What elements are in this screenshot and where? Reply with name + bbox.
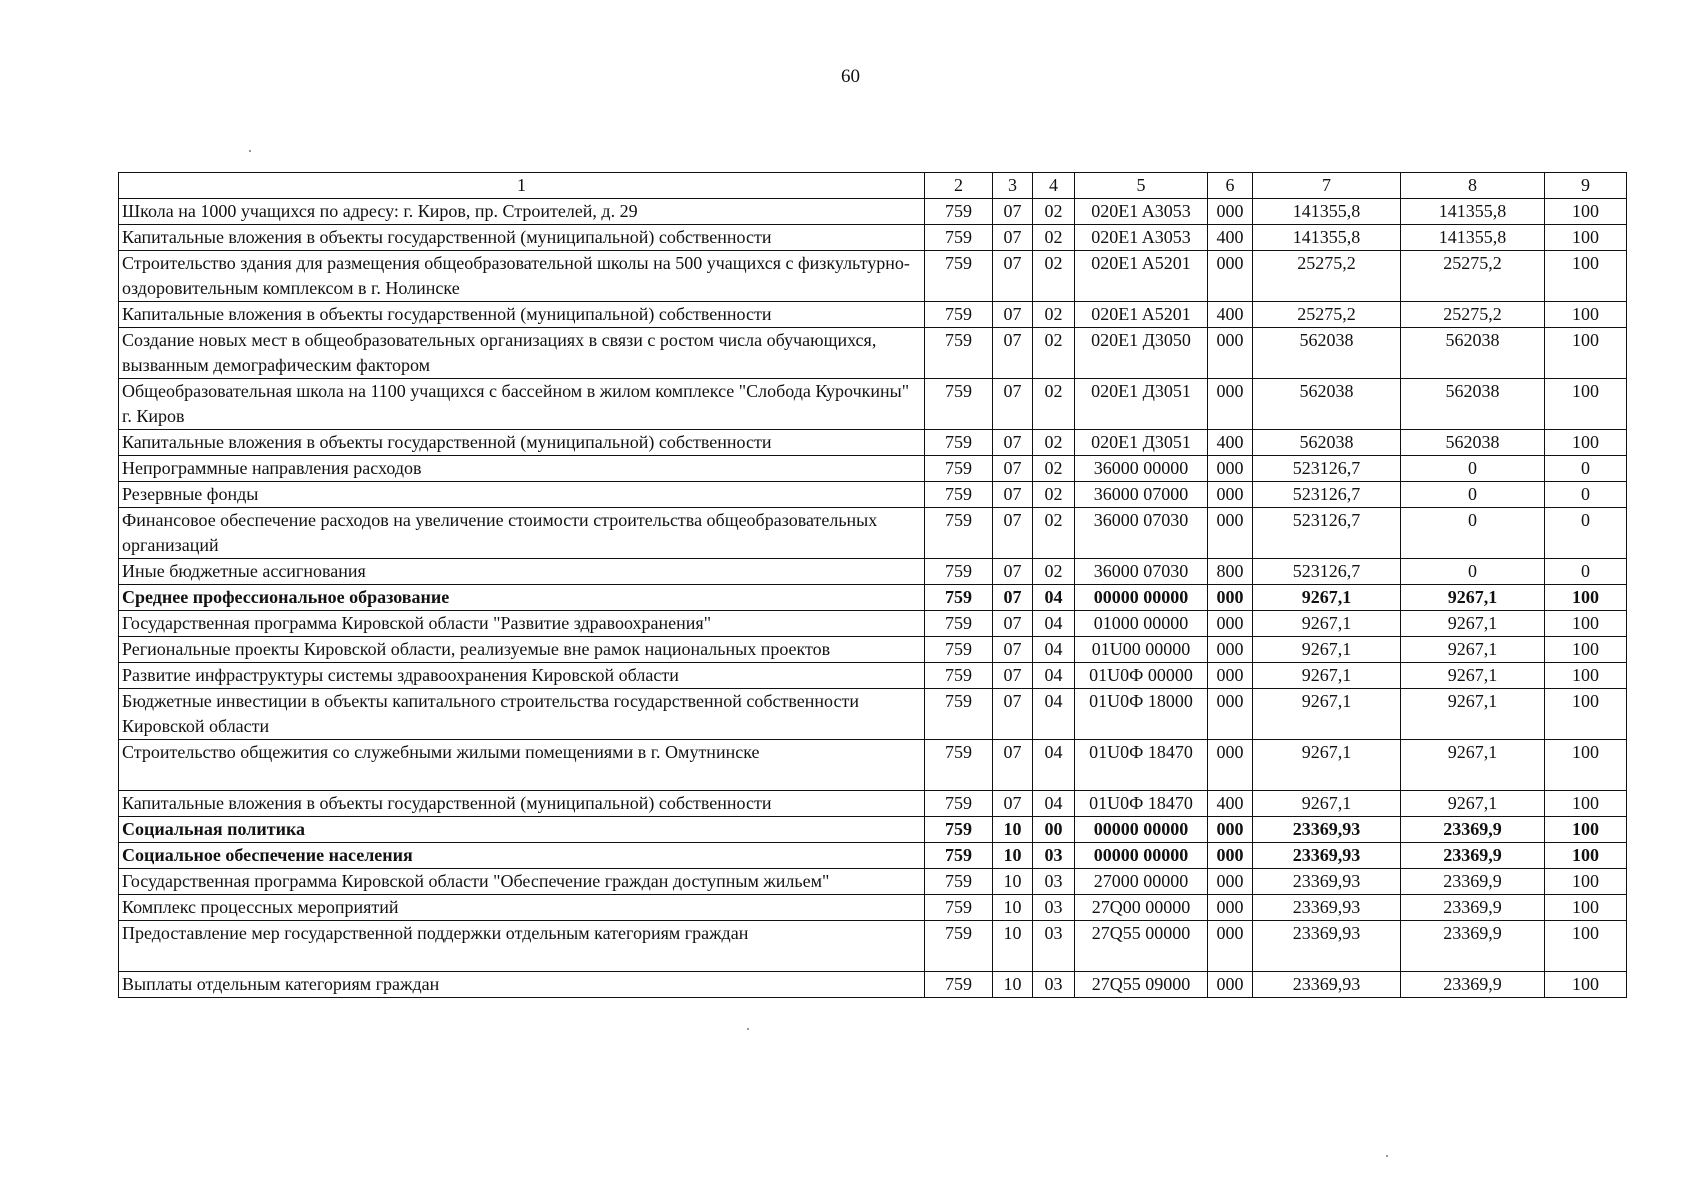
cell-col9: 0: [1545, 482, 1627, 508]
row-name: Среднее профессиональное образование: [119, 585, 925, 611]
cell-col2: 759: [925, 430, 993, 456]
cell-col8: 0: [1401, 508, 1545, 559]
cell-col9: 100: [1545, 869, 1627, 895]
table-row: [119, 456, 1627, 482]
cell-col8: 141355,8: [1401, 225, 1545, 251]
cell-col2: 759: [925, 559, 993, 585]
cell-col3: 07: [993, 251, 1033, 302]
cell-col8: 9267,1: [1401, 585, 1545, 611]
row-name: Социальное обеспечение населения: [119, 843, 925, 869]
table-row: [119, 508, 1627, 559]
cell-col7: 23369,93: [1253, 921, 1401, 972]
cell-col5: 01U0Ф 18000: [1075, 689, 1208, 740]
table-row: [119, 302, 1627, 328]
cell-col3: 07: [993, 430, 1033, 456]
cell-col5: 020E1 Д3051: [1075, 430, 1208, 456]
cell-col9: 100: [1545, 328, 1627, 379]
cell-col4: 02: [1033, 379, 1075, 430]
cell-col7: 9267,1: [1253, 689, 1401, 740]
cell-col9: 100: [1545, 302, 1627, 328]
cell-col5: 36000 00000: [1075, 456, 1208, 482]
cell-col2: 759: [925, 199, 993, 225]
cell-col8: 23369,9: [1401, 817, 1545, 843]
table-row: [119, 689, 1627, 740]
cell-col3: 07: [993, 225, 1033, 251]
row-name: Общеобразовательная школа на 1100 учащихся с бассейном в жилом комплексе "Слобода Курочкины" г. Киров: [119, 379, 925, 430]
column-header: 8: [1401, 173, 1545, 199]
cell-col3: 07: [993, 379, 1033, 430]
cell-col7: 9267,1: [1253, 663, 1401, 689]
row-name: Школа на 1000 учащихся по адресу: г. Киров, пр. Строителей, д. 29: [119, 199, 925, 225]
table-row: [119, 430, 1627, 456]
table-row: [119, 637, 1627, 663]
cell-col6: 000: [1208, 817, 1253, 843]
cell-col8: 25275,2: [1401, 302, 1545, 328]
row-name: Капитальные вложения в объекты государственной (муниципальной) собственности: [119, 225, 925, 251]
scan-speck: [1386, 1155, 1388, 1157]
cell-col9: 100: [1545, 663, 1627, 689]
cell-col3: 07: [993, 611, 1033, 637]
cell-col5: 27Q00 00000: [1075, 895, 1208, 921]
table-row: [119, 895, 1627, 921]
cell-col2: 759: [925, 843, 993, 869]
cell-col6: 400: [1208, 302, 1253, 328]
row-name: Региональные проекты Кировской области, реализуемые вне рамок национальных проектов: [119, 637, 925, 663]
cell-col2: 759: [925, 740, 993, 791]
cell-col4: 04: [1033, 637, 1075, 663]
table-row: [119, 869, 1627, 895]
cell-col3: 10: [993, 921, 1033, 972]
cell-col9: 100: [1545, 585, 1627, 611]
cell-col9: 100: [1545, 740, 1627, 791]
cell-col8: 9267,1: [1401, 663, 1545, 689]
row-name: Развитие инфраструктуры системы здравоохранения Кировской области: [119, 663, 925, 689]
cell-col2: 759: [925, 508, 993, 559]
cell-col7: 562038: [1253, 328, 1401, 379]
column-header: 3: [993, 173, 1033, 199]
cell-col8: 9267,1: [1401, 689, 1545, 740]
cell-col7: 562038: [1253, 430, 1401, 456]
cell-col7: 141355,8: [1253, 225, 1401, 251]
cell-col7: 23369,93: [1253, 972, 1401, 998]
cell-col3: 07: [993, 637, 1033, 663]
cell-col5: 020E1 A3053: [1075, 225, 1208, 251]
cell-col8: 0: [1401, 482, 1545, 508]
cell-col4: 04: [1033, 791, 1075, 817]
cell-col7: 523126,7: [1253, 456, 1401, 482]
cell-col4: 04: [1033, 585, 1075, 611]
row-name: Резервные фонды: [119, 482, 925, 508]
cell-col2: 759: [925, 482, 993, 508]
page-number: 60: [841, 66, 860, 87]
row-name: Государственная программа Кировской области "Обеспечение граждан доступным жильем": [119, 869, 925, 895]
cell-col2: 759: [925, 379, 993, 430]
cell-col8: 23369,9: [1401, 972, 1545, 998]
cell-col8: 141355,8: [1401, 199, 1545, 225]
cell-col6: 000: [1208, 921, 1253, 972]
cell-col6: 400: [1208, 791, 1253, 817]
cell-col9: 100: [1545, 972, 1627, 998]
cell-col5: 27Q55 00000: [1075, 921, 1208, 972]
cell-col2: 759: [925, 328, 993, 379]
cell-col9: 0: [1545, 559, 1627, 585]
cell-col2: 759: [925, 895, 993, 921]
table-row: [119, 199, 1627, 225]
cell-col8: 23369,9: [1401, 869, 1545, 895]
column-header: 5: [1075, 173, 1208, 199]
row-name: Строительство общежития со служебными жилыми помещениями в г. Омутнинске: [119, 740, 925, 791]
cell-col4: 03: [1033, 843, 1075, 869]
cell-col5: 00000 00000: [1075, 843, 1208, 869]
table-row: [119, 559, 1627, 585]
row-name: Непрограммные направления расходов: [119, 456, 925, 482]
cell-col4: 02: [1033, 302, 1075, 328]
row-name: Строительство здания для размещения общеобразовательной школы на 500 учащихся с физкультурно-оздоровительным комплексом в г. Нолинске: [119, 251, 925, 302]
column-header: 9: [1545, 173, 1627, 199]
cell-col5: 01000 00000: [1075, 611, 1208, 637]
cell-col8: 9267,1: [1401, 637, 1545, 663]
cell-col3: 07: [993, 456, 1033, 482]
cell-col2: 759: [925, 869, 993, 895]
cell-col4: 03: [1033, 895, 1075, 921]
cell-col2: 759: [925, 689, 993, 740]
cell-col3: 07: [993, 302, 1033, 328]
table-row: [119, 740, 1627, 791]
row-name: Государственная программа Кировской области "Развитие здравоохранения": [119, 611, 925, 637]
cell-col4: 02: [1033, 328, 1075, 379]
cell-col9: 100: [1545, 689, 1627, 740]
cell-col3: 10: [993, 817, 1033, 843]
cell-col6: 000: [1208, 199, 1253, 225]
cell-col2: 759: [925, 611, 993, 637]
row-name: Финансовое обеспечение расходов на увеличение стоимости строительства общеобразовательных организаций: [119, 508, 925, 559]
cell-col7: 562038: [1253, 379, 1401, 430]
table-row: [119, 817, 1627, 843]
cell-col5: 020E1 A5201: [1075, 302, 1208, 328]
cell-col4: 02: [1033, 251, 1075, 302]
cell-col6: 000: [1208, 972, 1253, 998]
cell-col5: 36000 07030: [1075, 559, 1208, 585]
cell-col9: 0: [1545, 456, 1627, 482]
cell-col7: 9267,1: [1253, 637, 1401, 663]
column-header: 7: [1253, 173, 1401, 199]
cell-col6: 400: [1208, 225, 1253, 251]
cell-col5: 020E1 A3053: [1075, 199, 1208, 225]
cell-col6: 000: [1208, 585, 1253, 611]
cell-col4: 02: [1033, 508, 1075, 559]
cell-col5: 01U0Ф 18470: [1075, 791, 1208, 817]
cell-col6: 000: [1208, 456, 1253, 482]
cell-col3: 07: [993, 740, 1033, 791]
cell-col3: 07: [993, 482, 1033, 508]
cell-col9: 0: [1545, 508, 1627, 559]
cell-col6: 000: [1208, 482, 1253, 508]
cell-col2: 759: [925, 791, 993, 817]
cell-col5: 00000 00000: [1075, 585, 1208, 611]
table-row: [119, 791, 1627, 817]
row-name: Бюджетные инвестиции в объекты капитального строительства государственной собственности Кировской области: [119, 689, 925, 740]
header-row: [119, 173, 1627, 199]
cell-col5: 27000 00000: [1075, 869, 1208, 895]
cell-col2: 759: [925, 972, 993, 998]
table-row: [119, 328, 1627, 379]
cell-col7: 9267,1: [1253, 585, 1401, 611]
cell-col8: 562038: [1401, 430, 1545, 456]
cell-col7: 25275,2: [1253, 251, 1401, 302]
cell-col8: 562038: [1401, 328, 1545, 379]
cell-col5: 020E1 A5201: [1075, 251, 1208, 302]
cell-col9: 100: [1545, 430, 1627, 456]
cell-col9: 100: [1545, 611, 1627, 637]
cell-col4: 02: [1033, 559, 1075, 585]
scan-speck: [747, 1028, 749, 1030]
cell-col9: 100: [1545, 817, 1627, 843]
cell-col8: 0: [1401, 456, 1545, 482]
cell-col9: 100: [1545, 199, 1627, 225]
cell-col3: 07: [993, 199, 1033, 225]
cell-col6: 000: [1208, 328, 1253, 379]
cell-col5: 01U00 00000: [1075, 637, 1208, 663]
cell-col4: 04: [1033, 689, 1075, 740]
cell-col9: 100: [1545, 379, 1627, 430]
cell-col7: 523126,7: [1253, 559, 1401, 585]
row-name: Капитальные вложения в объекты государственной (муниципальной) собственности: [119, 791, 925, 817]
cell-col2: 759: [925, 637, 993, 663]
cell-col5: 36000 07030: [1075, 508, 1208, 559]
cell-col4: 03: [1033, 869, 1075, 895]
cell-col4: 04: [1033, 611, 1075, 637]
cell-col5: 36000 07000: [1075, 482, 1208, 508]
cell-col2: 759: [925, 663, 993, 689]
cell-col5: 00000 00000: [1075, 817, 1208, 843]
cell-col3: 07: [993, 689, 1033, 740]
cell-col4: 02: [1033, 482, 1075, 508]
cell-col6: 000: [1208, 508, 1253, 559]
cell-col7: 9267,1: [1253, 740, 1401, 791]
cell-col6: 000: [1208, 869, 1253, 895]
cell-col6: 000: [1208, 251, 1253, 302]
cell-col3: 10: [993, 895, 1033, 921]
cell-col6: 000: [1208, 611, 1253, 637]
row-name: Комплекс процессных мероприятий: [119, 895, 925, 921]
cell-col6: 000: [1208, 637, 1253, 663]
cell-col9: 100: [1545, 251, 1627, 302]
cell-col8: 562038: [1401, 379, 1545, 430]
cell-col7: 523126,7: [1253, 482, 1401, 508]
cell-col4: 02: [1033, 456, 1075, 482]
cell-col5: 27Q55 09000: [1075, 972, 1208, 998]
row-name: Капитальные вложения в объекты государственной (муниципальной) собственности: [119, 430, 925, 456]
cell-col8: 9267,1: [1401, 611, 1545, 637]
cell-col8: 9267,1: [1401, 740, 1545, 791]
row-name: Капитальные вложения в объекты государственной (муниципальной) собственности: [119, 302, 925, 328]
cell-col6: 000: [1208, 740, 1253, 791]
row-name: Создание новых мест в общеобразовательных организациях в связи с ростом числа обучающихся, вызванным демографическим фактором: [119, 328, 925, 379]
cell-col5: 01U0Ф 18470: [1075, 740, 1208, 791]
table-row: [119, 225, 1627, 251]
table-row: [119, 251, 1627, 302]
cell-col7: 9267,1: [1253, 791, 1401, 817]
cell-col6: 000: [1208, 895, 1253, 921]
cell-col3: 07: [993, 559, 1033, 585]
row-name: Иные бюджетные ассигнования: [119, 559, 925, 585]
cell-col7: 23369,93: [1253, 843, 1401, 869]
cell-col8: 23369,9: [1401, 895, 1545, 921]
cell-col9: 100: [1545, 637, 1627, 663]
cell-col9: 100: [1545, 791, 1627, 817]
cell-col7: 25275,2: [1253, 302, 1401, 328]
cell-col4: 02: [1033, 199, 1075, 225]
cell-col4: 02: [1033, 225, 1075, 251]
cell-col2: 759: [925, 302, 993, 328]
cell-col3: 07: [993, 585, 1033, 611]
column-header: 4: [1033, 173, 1075, 199]
cell-col5: 01U0Ф 00000: [1075, 663, 1208, 689]
cell-col7: 23369,93: [1253, 895, 1401, 921]
cell-col2: 759: [925, 921, 993, 972]
cell-col2: 759: [925, 456, 993, 482]
cell-col3: 07: [993, 328, 1033, 379]
cell-col2: 759: [925, 225, 993, 251]
cell-col3: 07: [993, 663, 1033, 689]
row-name: Предоставление мер государственной поддержки отдельным категориям граждан: [119, 921, 925, 972]
table-row: [119, 663, 1627, 689]
cell-col9: 100: [1545, 843, 1627, 869]
cell-col5: 020E1 Д3050: [1075, 328, 1208, 379]
cell-col9: 100: [1545, 921, 1627, 972]
cell-col7: 23369,93: [1253, 869, 1401, 895]
cell-col4: 03: [1033, 972, 1075, 998]
cell-col4: 04: [1033, 663, 1075, 689]
cell-col3: 10: [993, 972, 1033, 998]
cell-col5: 020E1 Д3051: [1075, 379, 1208, 430]
table-row: [119, 379, 1627, 430]
table-row: [119, 972, 1627, 998]
cell-col3: 10: [993, 869, 1033, 895]
cell-col7: 23369,93: [1253, 817, 1401, 843]
column-header: 1: [119, 173, 925, 199]
table-row: [119, 611, 1627, 637]
cell-col7: 523126,7: [1253, 508, 1401, 559]
table-row: [119, 921, 1627, 972]
table-row: [119, 482, 1627, 508]
cell-col2: 759: [925, 817, 993, 843]
cell-col4: 03: [1033, 921, 1075, 972]
column-header: 2: [925, 173, 993, 199]
cell-col8: 23369,9: [1401, 921, 1545, 972]
row-name: Выплаты отдельным категориям граждан: [119, 972, 925, 998]
cell-col7: 9267,1: [1253, 611, 1401, 637]
cell-col3: 10: [993, 843, 1033, 869]
cell-col9: 100: [1545, 895, 1627, 921]
cell-col7: 141355,8: [1253, 199, 1401, 225]
row-name: Социальная политика: [119, 817, 925, 843]
cell-col9: 100: [1545, 225, 1627, 251]
budget-table: [118, 172, 1627, 998]
cell-col3: 07: [993, 508, 1033, 559]
cell-col8: 23369,9: [1401, 843, 1545, 869]
cell-col6: 000: [1208, 843, 1253, 869]
cell-col4: 04: [1033, 740, 1075, 791]
cell-col3: 07: [993, 791, 1033, 817]
cell-col6: 000: [1208, 689, 1253, 740]
cell-col8: 0: [1401, 559, 1545, 585]
cell-col6: 800: [1208, 559, 1253, 585]
cell-col4: 02: [1033, 430, 1075, 456]
table-row: [119, 585, 1627, 611]
cell-col8: 9267,1: [1401, 791, 1545, 817]
cell-col2: 759: [925, 251, 993, 302]
scan-speck: [249, 150, 251, 152]
cell-col6: 000: [1208, 663, 1253, 689]
cell-col6: 400: [1208, 430, 1253, 456]
cell-col4: 00: [1033, 817, 1075, 843]
cell-col6: 000: [1208, 379, 1253, 430]
column-header: 6: [1208, 173, 1253, 199]
cell-col8: 25275,2: [1401, 251, 1545, 302]
cell-col2: 759: [925, 585, 993, 611]
table-row: [119, 843, 1627, 869]
